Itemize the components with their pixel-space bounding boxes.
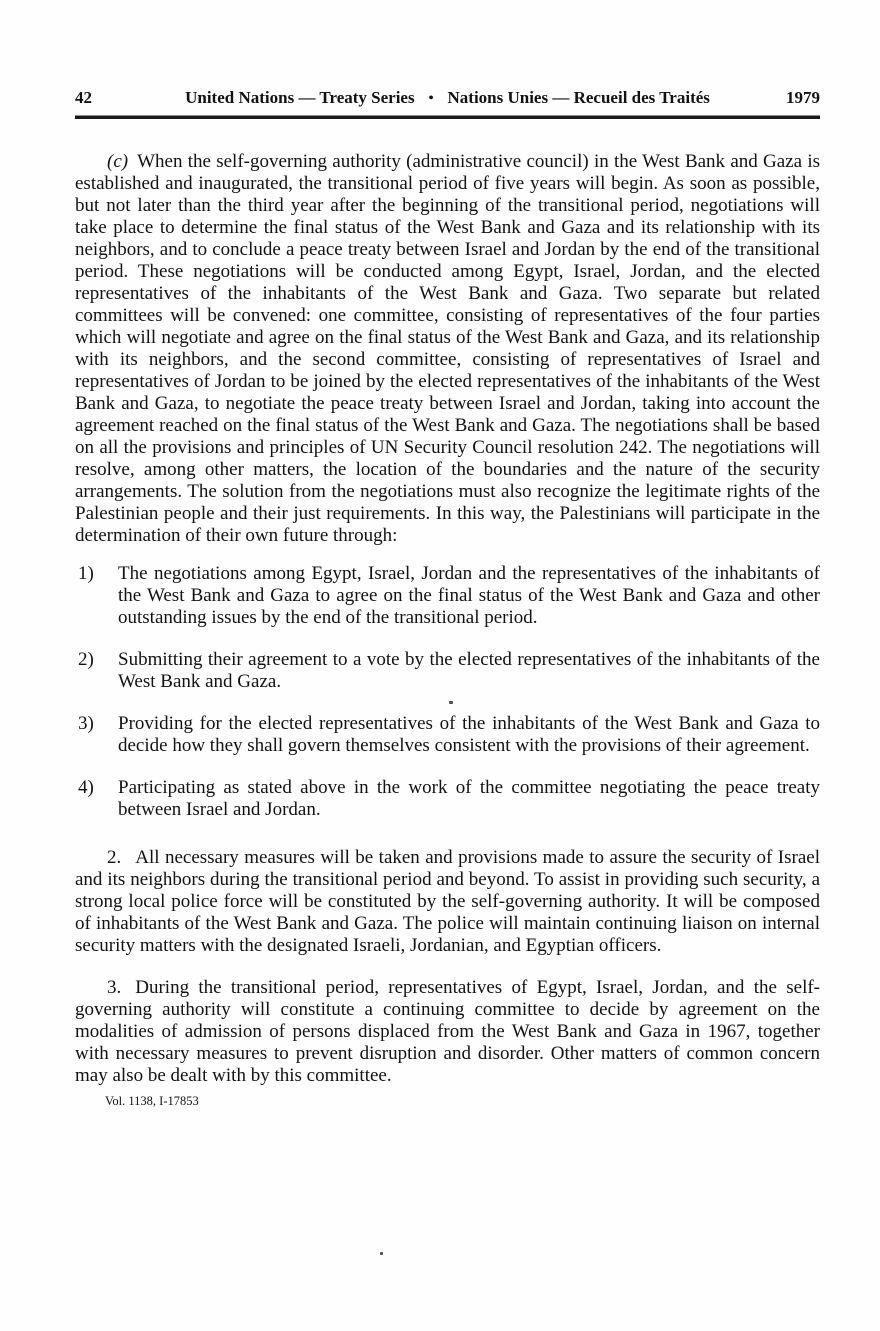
running-title: [185, 88, 710, 109]
list-item-marker: 2): [78, 649, 94, 670]
paragraph-c-marker: (c): [107, 151, 129, 172]
paragraph-2: [75, 847, 820, 957]
list-item-marker: 1): [78, 563, 94, 584]
page-number: 42: [75, 88, 92, 107]
page-header: [75, 88, 820, 109]
paragraph-c-text: When the self-governing authority (administrative council) in the West Bank and Gaza is established and inaugurated, the transitional period of five years will begin. As soon as possible, but not later than the third year after the beginning of the transitional period, negotiations will take place to determine the final status of the West Bank and Gaza and its relationship with its neighbors, and to conclude a peace treaty between Israel and Jordan by the end of the transitional period. These negotiations will be conducted among Egypt, Israel, Jordan, and the elected representatives of the inhabitants of the West Bank and Gaza. Two separate but related committees will be convened: one committee, consisting of representatives of the four parties which will negotiate and agree on the final status of the West Bank and Gaza, and its relationship with its neighbors, and the second committee, consisting of representatives of Israel and representatives of Jordan to be joined by the elected representatives of the inhabitants of the West Bank and Gaza, to negotiate the peace treaty between Israel and Jordan, taking into account the agreement reached on the final status of the West Bank and Gaza. The negotiations shall be based on all the provisions and principles of UN Security Council resolution 242. The negotiations will resolve, among other matters, the location of the boundaries and the nature of the security arrangements. The solution from the negotiations must also recognize the legitimate rights of the Palestinian people and their just requirements. In this way, the Palestinians will participate in the determination of their own future through:: [75, 151, 820, 546]
list-item: [75, 713, 820, 757]
volume-note: Vol. 1138, I-17853: [105, 1094, 199, 1108]
running-title-french: Nations Unies — Recueil des Traités: [447, 88, 710, 107]
list-item: [75, 777, 820, 821]
paragraph-2-marker: 2.: [107, 847, 122, 868]
scan-artifact-dot: [449, 701, 453, 704]
scan-artifact-dot: [380, 1252, 383, 1255]
list-item-text: The negotiations among Egypt, Israel, Jordan and the representatives of the inhabitants of the West Bank and Gaza to agree on the final status of the West Bank and Gaza and other outstanding issues by the end of the transitional period.: [118, 563, 820, 628]
document-body: [75, 151, 820, 1087]
paragraph-3: [75, 977, 820, 1087]
list-item-marker: 4): [78, 777, 94, 798]
list-item-marker: 3): [78, 713, 94, 734]
paragraph-2-text: All necessary measures will be taken and provisions made to assure the security of Israel and its neighbors during the transitional period and beyond. To assist in providing such security, a strong local police force will be constituted by the self-governing authority. It will be composed of inhabitants of the West Bank and Gaza. The police will maintain continuing liaison on internal security matters with the designated Israeli, Jordanian, and Egyptian officers.: [75, 847, 820, 956]
paragraph-c: [75, 151, 820, 547]
list-item-text: Providing for the elected representatives of the inhabitants of the West Bank and Gaza to decide how they shall govern themselves consistent with the provisions of their agreement.: [118, 713, 820, 756]
publication-year: 1979: [786, 88, 820, 107]
list-item-text: Participating as stated above in the work of the committee negotiating the peace treaty between Israel and Jordan.: [118, 777, 820, 820]
list-item: [75, 563, 820, 629]
paragraph-3-marker: 3.: [107, 977, 122, 998]
list-item: [75, 649, 820, 693]
list-item-text: Submitting their agreement to a vote by the elected representatives of the inhabitants of the West Bank and Gaza.: [118, 649, 820, 692]
page-footer: [105, 1094, 820, 1109]
running-title-english: United Nations — Treaty Series: [185, 88, 415, 107]
bullet-separator: •: [428, 91, 434, 106]
paragraph-3-text: During the transitional period, representatives of Egypt, Israel, Jordan, and the self-governing authority will constitute a continuing committee to decide by agreement on the modalities of admission of persons displaced from the West Bank and Gaza in 1967, together with necessary measures to prevent disruption and disorder. Other matters of common concern may also be dealt with by this committee.: [75, 977, 820, 1086]
header-rule: [75, 115, 820, 119]
